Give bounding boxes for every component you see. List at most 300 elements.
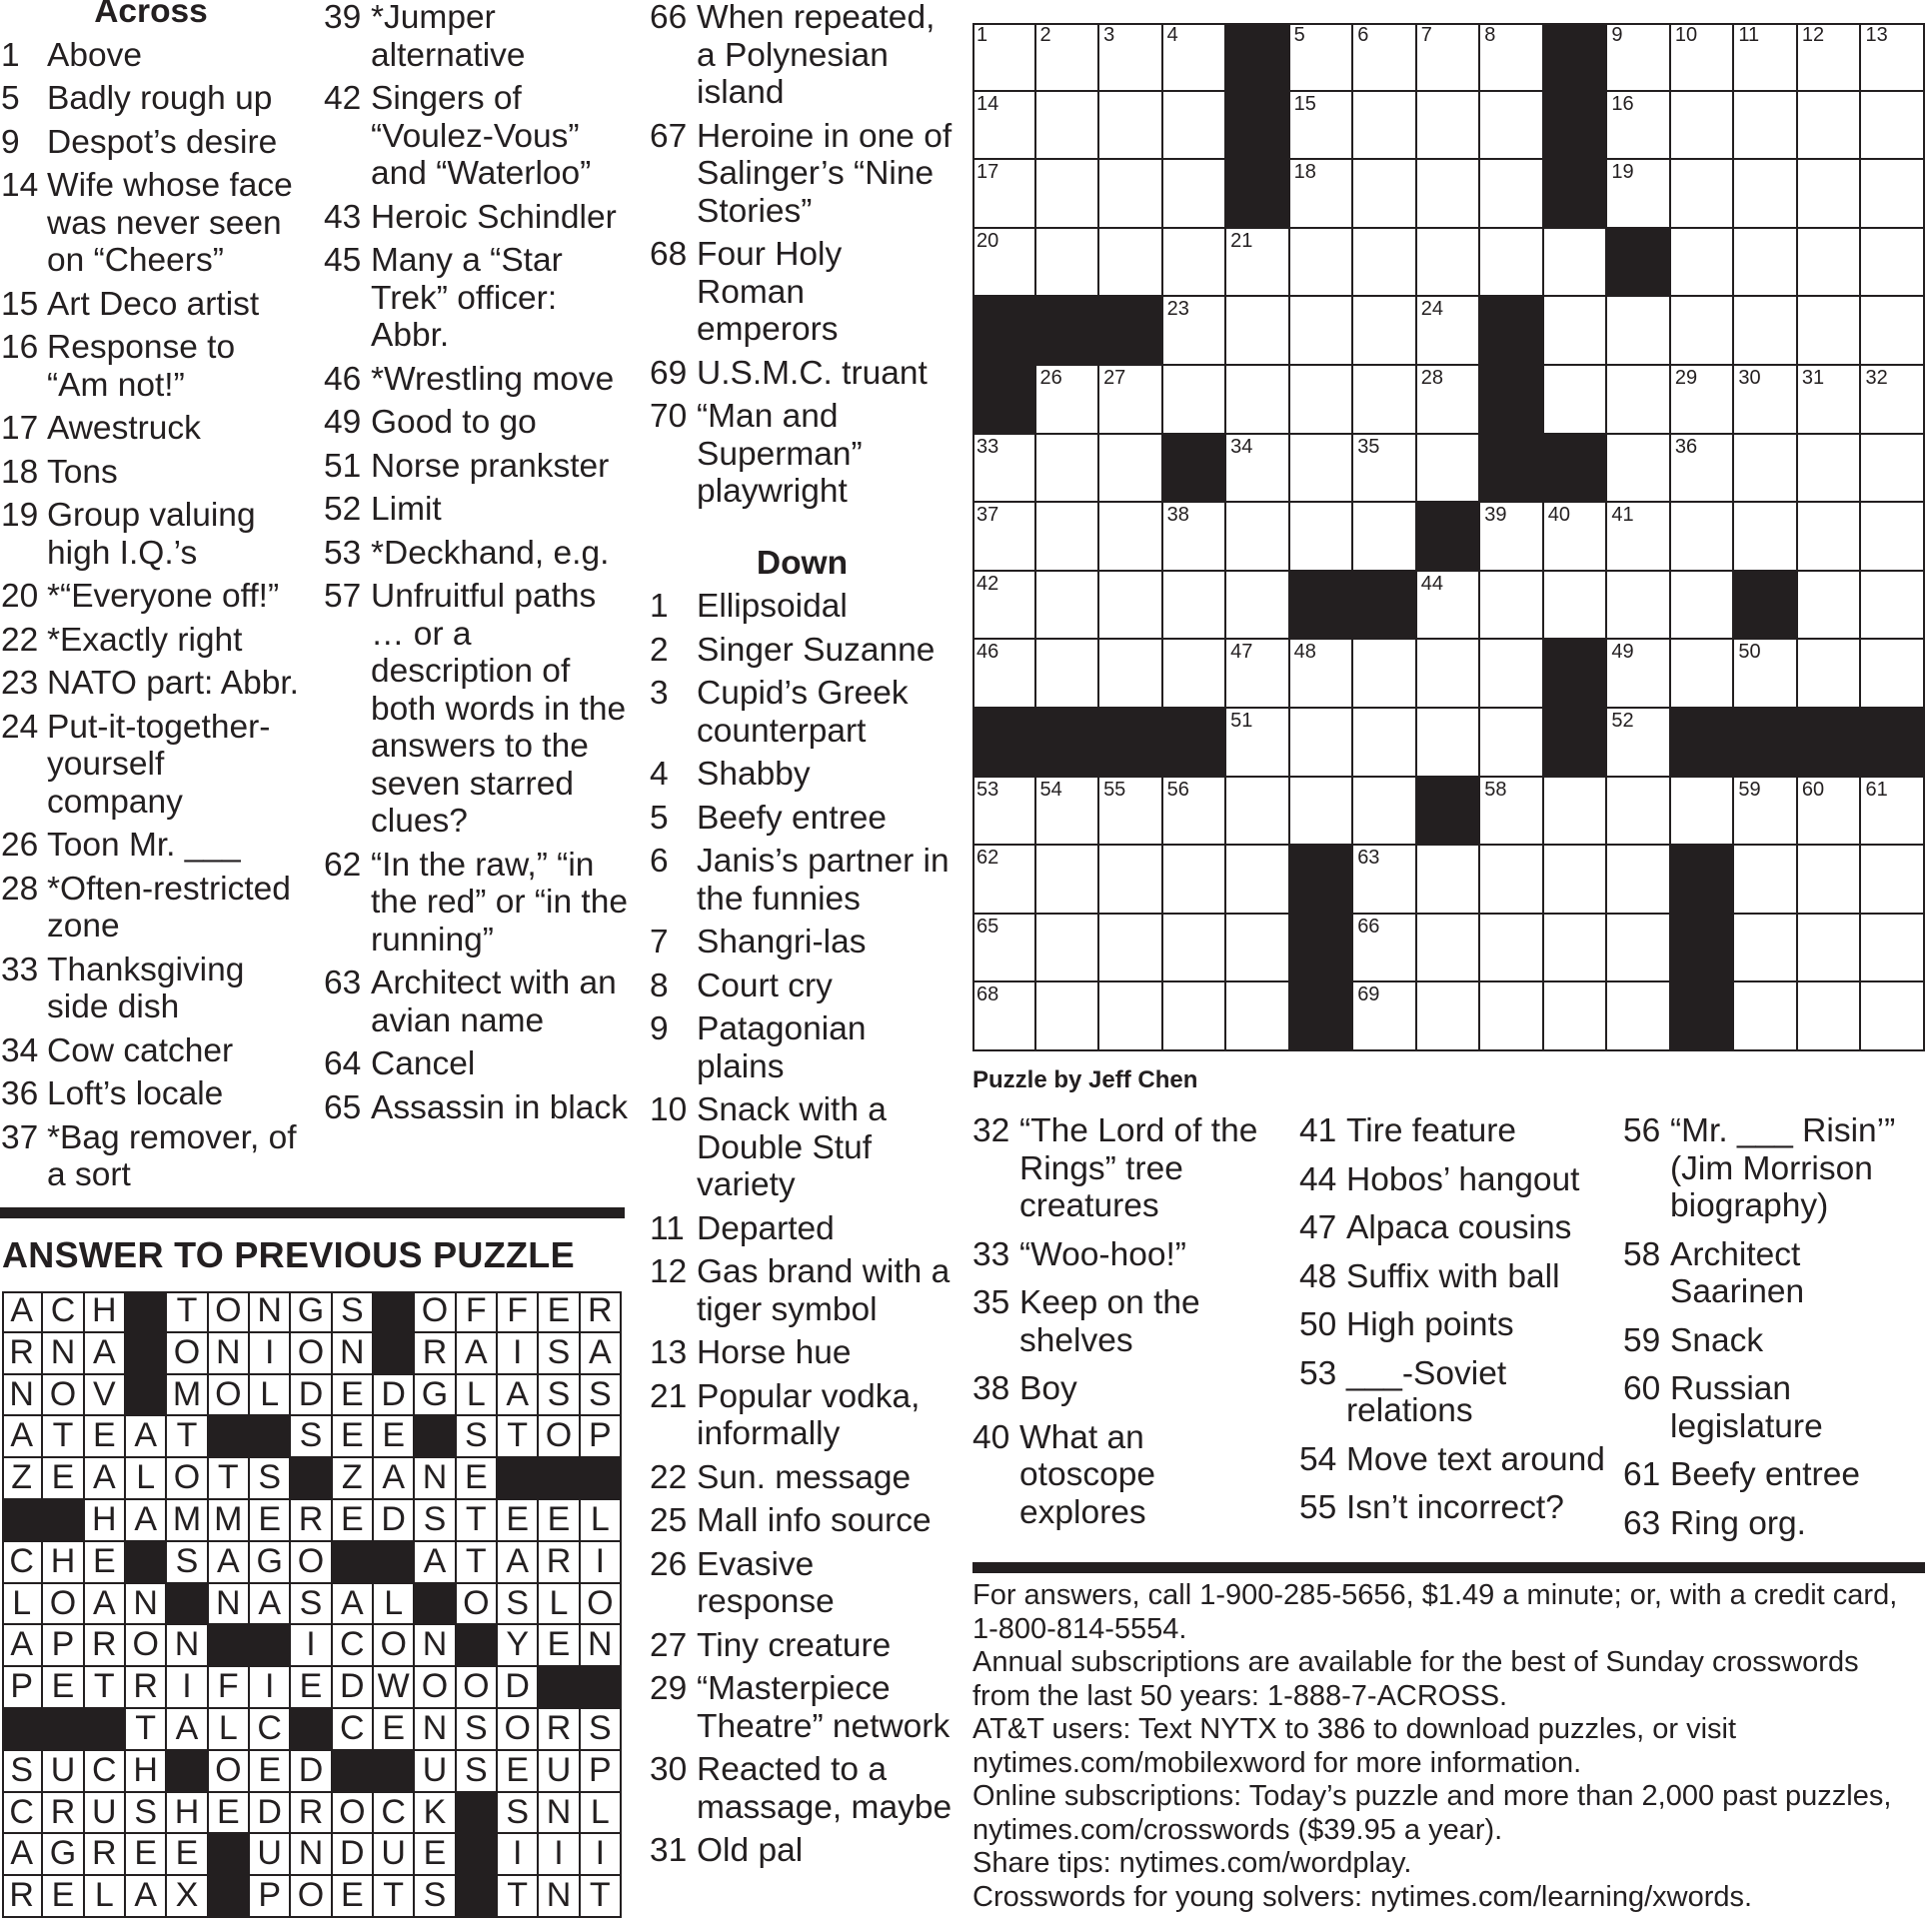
grid-cell[interactable] (1099, 915, 1163, 983)
grid-cell[interactable] (1226, 229, 1290, 298)
clue-57 (324, 578, 629, 841)
clue-text: Tiny creature (697, 1626, 892, 1664)
clue-70 (650, 398, 955, 511)
answer-letter: G (291, 1291, 332, 1333)
grid-cell[interactable] (1099, 92, 1163, 161)
cell-number: 38 (1166, 504, 1189, 527)
grid-cell[interactable] (1480, 503, 1544, 572)
grid-cell[interactable] (1163, 503, 1227, 572)
black-square (972, 297, 1036, 366)
clue-52 (324, 491, 629, 529)
clue-number: 26 (1, 827, 39, 864)
grid-cell[interactable] (1417, 982, 1481, 1051)
grid-cell[interactable] (1417, 297, 1481, 366)
cell-number: 50 (1738, 641, 1761, 664)
grid-cell[interactable] (1290, 92, 1354, 161)
cell-number: 36 (1674, 435, 1698, 458)
grid-cell[interactable] (1036, 435, 1100, 504)
grid-cell[interactable] (1353, 778, 1417, 847)
black-square (1290, 982, 1354, 1051)
cell-number: 20 (976, 229, 999, 252)
cell-number: 28 (1420, 367, 1443, 389)
grid-cell[interactable] (972, 778, 1036, 847)
grid-cell[interactable] (1163, 297, 1227, 366)
grid-cell[interactable] (972, 640, 1036, 709)
grid-cell[interactable] (1290, 160, 1354, 229)
clue-25 (650, 1502, 955, 1540)
clue-number: 21 (650, 1377, 688, 1415)
down-header: Down (756, 544, 849, 582)
grid-cell[interactable] (1607, 572, 1671, 641)
answer-letter: A (581, 1333, 622, 1375)
grid-cell[interactable] (1734, 435, 1798, 504)
grid-cell[interactable] (1861, 297, 1925, 366)
grid-cell[interactable] (1798, 297, 1862, 366)
grid-cell[interactable] (1671, 435, 1735, 504)
cell-number: 35 (1357, 435, 1380, 458)
answer-letter: D (291, 1751, 332, 1793)
answer-letter: G (415, 1375, 456, 1417)
grid-cell[interactable] (1226, 297, 1290, 366)
grid-cell[interactable] (1734, 160, 1798, 229)
grid-cell[interactable] (1417, 92, 1481, 161)
clue-number: 24 (1, 708, 39, 746)
answer-black-square (581, 1458, 622, 1500)
clue-number: 45 (324, 242, 362, 279)
grid-cell[interactable] (1544, 229, 1608, 298)
grid-cell[interactable] (1544, 778, 1608, 847)
grid-cell[interactable] (1671, 160, 1735, 229)
grid-cell[interactable] (1163, 846, 1227, 915)
grid-cell[interactable] (1480, 572, 1544, 641)
grid-cell[interactable] (1353, 846, 1417, 915)
grid-cell[interactable] (1544, 982, 1608, 1051)
grid-cell[interactable] (1036, 846, 1100, 915)
clue-text: U.S.M.C. truant (697, 354, 928, 392)
grid-cell[interactable] (1099, 778, 1163, 847)
grid-cell[interactable] (1353, 92, 1417, 161)
grid-cell[interactable] (1671, 572, 1735, 641)
grid-cell[interactable] (1036, 366, 1100, 435)
clue-number: 33 (972, 1235, 1010, 1273)
grid-cell[interactable] (1417, 366, 1481, 435)
grid-cell[interactable] (1290, 297, 1354, 366)
clue-5 (650, 800, 955, 838)
grid-cell[interactable] (1099, 572, 1163, 641)
grid-cell[interactable] (1734, 846, 1798, 915)
grid-cell[interactable] (1480, 709, 1544, 778)
black-square (1798, 709, 1862, 778)
grid-cell[interactable] (1480, 92, 1544, 161)
grid-cell[interactable] (1163, 23, 1227, 92)
grid-cell[interactable] (1353, 503, 1417, 572)
grid-cell[interactable] (1290, 640, 1354, 709)
clue-text: *Exactly right (47, 621, 243, 659)
clue-46 (324, 361, 629, 399)
grid-cell[interactable] (1480, 982, 1544, 1051)
grid-cell[interactable] (1163, 366, 1227, 435)
grid-cell[interactable] (1226, 915, 1290, 983)
grid-cell[interactable] (1290, 366, 1354, 435)
grid-cell[interactable] (1861, 23, 1925, 92)
grid-cell[interactable] (972, 572, 1036, 641)
grid-cell[interactable] (1417, 435, 1481, 504)
answer-letter: P (581, 1751, 622, 1793)
grid-cell[interactable] (1226, 572, 1290, 641)
grid-cell[interactable] (1734, 915, 1798, 983)
clue-number: 39 (324, 0, 362, 36)
grid-cell[interactable] (1036, 23, 1100, 92)
down-clue-list-1 (650, 588, 955, 1870)
grid-cell[interactable] (1417, 846, 1481, 915)
grid-cell[interactable] (1480, 778, 1544, 847)
answer-letter: C (85, 1751, 126, 1793)
clue-text: Put-it-together-yourself company (47, 708, 271, 821)
clue-number: 26 (650, 1545, 688, 1583)
answer-letter: L (126, 1458, 167, 1500)
clue-text: When repeated, a Polynesian island (697, 0, 936, 111)
grid-cell[interactable] (1099, 846, 1163, 915)
grid-cell[interactable] (1861, 778, 1925, 847)
black-square (1480, 297, 1544, 366)
grid-cell[interactable] (972, 982, 1036, 1051)
grid-cell[interactable] (1417, 23, 1481, 92)
grid-cell[interactable] (1607, 503, 1671, 572)
answer-letter: S (539, 1375, 580, 1417)
grid-cell[interactable] (1163, 160, 1227, 229)
clue-28 (1, 871, 301, 946)
answer-letter: R (291, 1793, 332, 1835)
clue-number: 12 (650, 1253, 688, 1290)
grid-cell[interactable] (1798, 366, 1862, 435)
grid-cell[interactable] (1036, 915, 1100, 983)
grid-cell[interactable] (1226, 366, 1290, 435)
grid-cell[interactable] (1480, 229, 1544, 298)
clue-number: 14 (1, 167, 39, 204)
cell-number: 6 (1357, 24, 1369, 46)
grid-cell[interactable] (1417, 229, 1481, 298)
grid-cell[interactable] (1861, 160, 1925, 229)
grid-cell[interactable] (1671, 366, 1735, 435)
cell-number: 4 (1166, 24, 1178, 46)
clue-text: Shangri-las (697, 924, 867, 961)
grid-cell[interactable] (1290, 503, 1354, 572)
grid-cell[interactable] (1226, 846, 1290, 915)
grid-cell[interactable] (1226, 640, 1290, 709)
grid-cell[interactable] (1036, 982, 1100, 1051)
grid-cell[interactable] (1353, 229, 1417, 298)
clue-number: 56 (1623, 1112, 1661, 1149)
clue-33 (972, 1236, 1282, 1274)
clue-number: 66 (650, 0, 688, 36)
answer-letter: H (85, 1291, 126, 1333)
black-square (1671, 709, 1735, 778)
clue-53 (324, 535, 629, 573)
grid-cell[interactable] (1036, 160, 1100, 229)
grid-cell[interactable] (1353, 297, 1417, 366)
clue-text: Shabby (697, 756, 811, 793)
grid-cell[interactable] (1480, 23, 1544, 92)
grid-cell[interactable] (1353, 23, 1417, 92)
clue-1 (650, 588, 955, 626)
grid-cell[interactable] (1290, 23, 1354, 92)
grid-cell[interactable] (1671, 297, 1735, 366)
clue-30 (650, 1751, 955, 1826)
grid-cell[interactable] (1163, 915, 1227, 983)
grid-cell[interactable] (1734, 229, 1798, 298)
cell-number: 10 (1674, 24, 1698, 46)
clue-61 (1623, 1456, 1923, 1494)
grid-cell[interactable] (1798, 640, 1862, 709)
grid-cell[interactable] (1861, 92, 1925, 161)
clue-text: Response to “Am not!” (47, 329, 236, 404)
grid-cell[interactable] (1099, 160, 1163, 229)
grid-cell[interactable] (1671, 92, 1735, 161)
grid-cell[interactable] (1607, 435, 1671, 504)
grid-cell[interactable] (1099, 640, 1163, 709)
grid-cell[interactable] (1417, 709, 1481, 778)
grid-cell[interactable] (1607, 846, 1671, 915)
answer-letter: C (43, 1291, 84, 1333)
grid-cell[interactable] (1798, 846, 1862, 915)
answer-letter: O (415, 1667, 456, 1709)
grid-cell[interactable] (1036, 92, 1100, 161)
clue-text: *Bag remover, of a sort (47, 1118, 297, 1193)
grid-cell[interactable] (1163, 778, 1227, 847)
grid-cell[interactable] (1226, 503, 1290, 572)
grid-cell[interactable] (1671, 503, 1735, 572)
grid-cell[interactable] (1036, 778, 1100, 847)
black-square (1861, 709, 1925, 778)
clue-number: 51 (324, 447, 362, 485)
clue-number: 17 (1, 410, 39, 447)
cell-number: 30 (1738, 367, 1761, 389)
black-square (1099, 297, 1163, 366)
grid-cell[interactable] (1036, 640, 1100, 709)
crossword-grid[interactable] (972, 23, 1925, 1051)
grid-cell[interactable] (972, 435, 1036, 504)
grid-cell[interactable] (1226, 982, 1290, 1051)
grid-cell[interactable] (1671, 23, 1735, 92)
grid-cell[interactable] (1734, 366, 1798, 435)
grid-cell[interactable] (1734, 640, 1798, 709)
grid-cell[interactable] (1353, 640, 1417, 709)
black-square (1671, 982, 1735, 1051)
black-square (1036, 297, 1100, 366)
grid-cell[interactable] (1544, 297, 1608, 366)
grid-cell[interactable] (1734, 297, 1798, 366)
answer-letter: I (498, 1333, 539, 1375)
grid-cell[interactable] (1099, 366, 1163, 435)
grid-cell[interactable] (972, 160, 1036, 229)
grid-cell[interactable] (1734, 503, 1798, 572)
grid-cell[interactable] (1353, 982, 1417, 1051)
clue-number: 13 (650, 1334, 688, 1371)
answer-divider (0, 1207, 625, 1218)
answer-letter: E (415, 1834, 456, 1876)
cell-number: 14 (976, 92, 999, 115)
cell-number: 13 (1865, 24, 1888, 46)
grid-cell[interactable] (1353, 709, 1417, 778)
grid-cell[interactable] (972, 503, 1036, 572)
grid-cell[interactable] (1607, 297, 1671, 366)
answer-title: ANSWER TO PREVIOUS PUZZLE (2, 1234, 575, 1275)
grid-cell[interactable] (1861, 572, 1925, 641)
grid-cell[interactable] (1861, 982, 1925, 1051)
grid-cell[interactable] (1163, 92, 1227, 161)
grid-cell[interactable] (1036, 572, 1100, 641)
answer-black-square (85, 1709, 126, 1751)
grid-cell[interactable] (1607, 92, 1671, 161)
footer-line: AT&T users: Text NYTX to 386 to download puzzles, or visit nytimes.com/mobilexword for more information. (972, 1713, 1737, 1779)
grid-cell[interactable] (1226, 778, 1290, 847)
grid-cell[interactable] (1163, 572, 1227, 641)
grid-cell[interactable] (1607, 982, 1671, 1051)
grid-cell[interactable] (1861, 503, 1925, 572)
grid-cell[interactable] (972, 915, 1036, 983)
grid-cell[interactable] (1798, 982, 1862, 1051)
clue-number: 29 (650, 1670, 688, 1707)
grid-cell[interactable] (1798, 23, 1862, 92)
answer-letter: T (126, 1709, 167, 1751)
grid-cell[interactable] (1099, 982, 1163, 1051)
grid-cell[interactable] (1798, 92, 1862, 161)
answer-black-square (374, 1542, 415, 1584)
grid-cell[interactable] (1671, 778, 1735, 847)
answer-letter: I (250, 1333, 291, 1375)
grid-cell[interactable] (1798, 435, 1862, 504)
answer-letter: E (167, 1834, 208, 1876)
answer-black-square (333, 1542, 374, 1584)
clue-text: Singer Suzanne (697, 631, 936, 669)
grid-cell[interactable] (1798, 160, 1862, 229)
answer-letter: C (333, 1625, 374, 1667)
grid-cell[interactable] (1099, 503, 1163, 572)
answer-letter: A (85, 1584, 126, 1626)
answer-letter: I (250, 1667, 291, 1709)
black-square (1417, 503, 1481, 572)
grid-cell[interactable] (1607, 160, 1671, 229)
grid-cell[interactable] (1163, 982, 1227, 1051)
grid-cell[interactable] (1671, 229, 1735, 298)
puzzle-byline: Puzzle by Jeff Chen (972, 1066, 1198, 1093)
grid-cell[interactable] (1607, 709, 1671, 778)
answer-letter: E (43, 1458, 84, 1500)
grid-cell[interactable] (1036, 229, 1100, 298)
grid-cell[interactable] (1607, 23, 1671, 92)
grid-cell[interactable] (1544, 503, 1608, 572)
grid-cell[interactable] (1353, 366, 1417, 435)
grid-cell[interactable] (1607, 915, 1671, 983)
grid-cell[interactable] (1544, 915, 1608, 983)
grid-cell[interactable] (1544, 846, 1608, 915)
grid-cell[interactable] (1353, 160, 1417, 229)
grid-cell[interactable] (1099, 229, 1163, 298)
clue-text: “Mr. ___ Risin’” (Jim Morrison biography) (1670, 1112, 1896, 1224)
grid-cell[interactable] (1480, 915, 1544, 983)
grid-cell[interactable] (1861, 915, 1925, 983)
grid-cell[interactable] (1480, 640, 1544, 709)
answer-letter: T (457, 1542, 498, 1584)
clue-48 (1299, 1258, 1609, 1296)
grid-cell[interactable] (1353, 435, 1417, 504)
answer-letter: E (333, 1876, 374, 1918)
answer-letter: E (539, 1625, 580, 1667)
grid-cell[interactable] (1734, 982, 1798, 1051)
grid-cell[interactable] (972, 92, 1036, 161)
grid-cell[interactable] (972, 23, 1036, 92)
grid-cell[interactable] (1290, 435, 1354, 504)
grid-cell[interactable] (1734, 23, 1798, 92)
grid-cell[interactable] (1861, 640, 1925, 709)
grid-cell[interactable] (972, 846, 1036, 915)
grid-cell[interactable] (1480, 160, 1544, 229)
grid-cell[interactable] (1290, 709, 1354, 778)
grid-cell[interactable] (1163, 229, 1227, 298)
grid-cell[interactable] (1099, 435, 1163, 504)
clue-21 (650, 1378, 955, 1453)
clue-20 (1, 578, 301, 616)
grid-cell[interactable] (1417, 640, 1481, 709)
grid-cell[interactable] (1417, 915, 1481, 983)
clue-19 (1, 497, 301, 572)
footer-line: Share tips: nytimes.com/wordplay. (972, 1847, 1412, 1879)
grid-cell[interactable] (1099, 23, 1163, 92)
answer-letter: F (498, 1291, 539, 1333)
grid-cell[interactable] (1290, 229, 1354, 298)
grid-cell[interactable] (1798, 778, 1862, 847)
grid-cell[interactable] (1861, 435, 1925, 504)
grid-cell[interactable] (1417, 160, 1481, 229)
clue-number: 63 (324, 965, 362, 1001)
grid-cell[interactable] (1798, 572, 1862, 641)
answer-letter: E (539, 1291, 580, 1333)
grid-cell[interactable] (1226, 709, 1290, 778)
grid-cell[interactable] (1417, 572, 1481, 641)
grid-cell[interactable] (1798, 915, 1862, 983)
grid-cell[interactable] (1607, 640, 1671, 709)
black-square (1607, 229, 1671, 298)
clue-text: Limit (371, 491, 442, 528)
grid-cell[interactable] (1734, 92, 1798, 161)
cell-number: 5 (1293, 24, 1305, 46)
grid-cell[interactable] (1734, 778, 1798, 847)
grid-cell[interactable] (1226, 435, 1290, 504)
grid-cell[interactable] (1480, 846, 1544, 915)
grid-cell[interactable] (1861, 229, 1925, 298)
clue-text: Cancel (371, 1045, 476, 1082)
grid-cell[interactable] (1544, 572, 1608, 641)
grid-cell[interactable] (972, 229, 1036, 298)
answer-letter: S (457, 1709, 498, 1751)
grid-cell[interactable] (1290, 778, 1354, 847)
clue-number: 62 (324, 846, 362, 884)
grid-cell[interactable] (1544, 366, 1608, 435)
grid-cell[interactable] (1671, 640, 1735, 709)
grid-cell[interactable] (1798, 503, 1862, 572)
grid-cell[interactable] (1861, 846, 1925, 915)
answer-black-square (291, 1709, 332, 1751)
grid-cell[interactable] (1798, 229, 1862, 298)
grid-cell[interactable] (1607, 778, 1671, 847)
answer-black-square (457, 1834, 498, 1876)
grid-cell[interactable] (1861, 366, 1925, 435)
answer-letter: Y (498, 1625, 539, 1667)
grid-cell[interactable] (1607, 366, 1671, 435)
grid-cell[interactable] (1353, 915, 1417, 983)
grid-cell[interactable] (1163, 640, 1227, 709)
grid-cell[interactable] (1036, 503, 1100, 572)
